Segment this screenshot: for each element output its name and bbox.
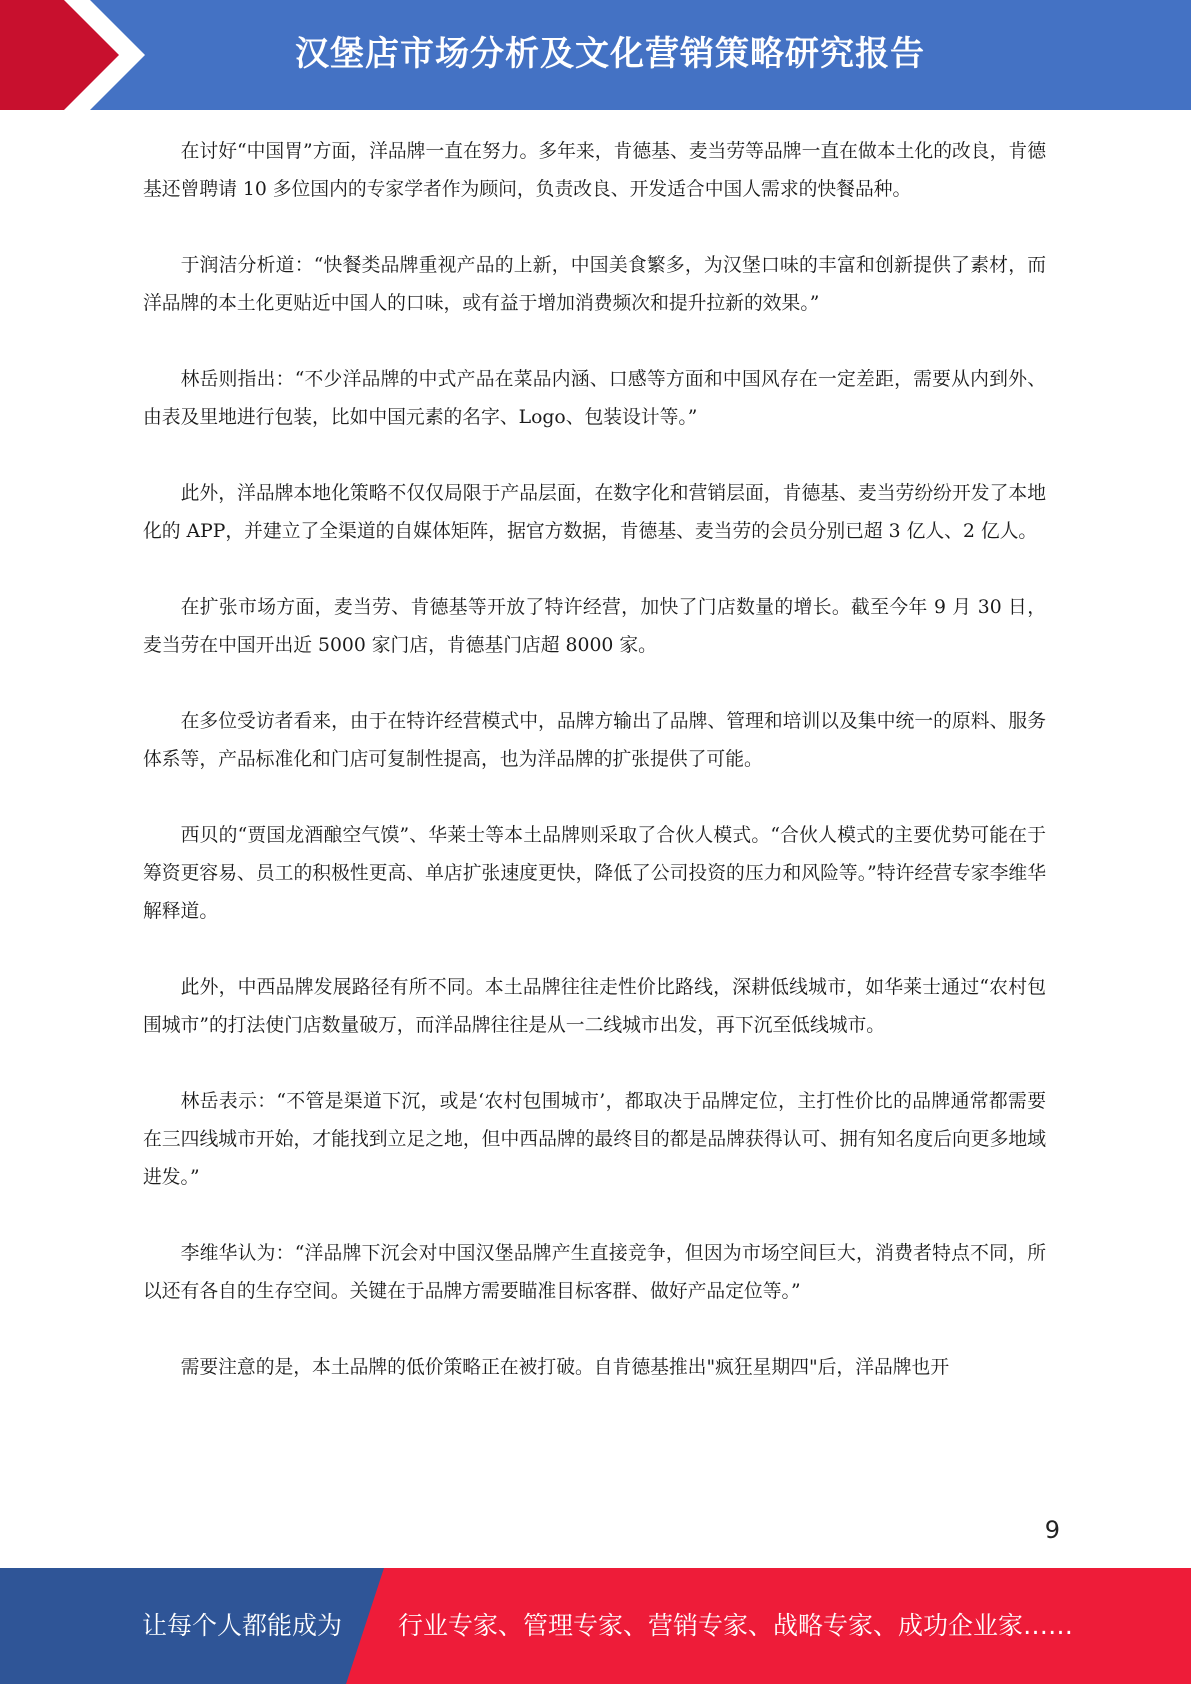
page-header [0, 0, 1191, 110]
report-title: 汉堡店市场分析及文化营销策略研究报告 [295, 34, 925, 74]
body-paragraph: 此外，中西品牌发展路径有所不同。本土品牌往往走性价比路线，深耕低线城市，如华莱士通过“农村包围城市”的打法使门店数量破万，而洋品牌往往是从一二线城市出发，再下沉至低线城市。 [143, 977, 1046, 1036]
body-paragraph: 林岳则指出：“不少洋品牌的中式产品在菜品内涵、口感等方面和中国风存在一定差距，需要从内到外、由表及里地进行包装，比如中国元素的名字、Logo、包装设计等。” [143, 369, 1046, 428]
page-number: 9 [1044, 1516, 1060, 1544]
body-paragraph: 此外，洋品牌本地化策略不仅仅局限于产品层面，在数字化和营销层面，肯德基、麦当劳纷纷开发了本地化的 APP，并建立了全渠道的自媒体矩阵，据官方数据，肯德基、麦当劳的会员分别已超 3 亿人、2 亿人。 [143, 483, 1046, 542]
body-paragraph: 在扩张市场方面，麦当劳、肯德基等开放了特许经营，加快了门店数量的增长。截至今年 9 月 30 日，麦当劳在中国开出近 5000 家门店，肯德基门店超 8000 家。 [143, 597, 1046, 656]
body-paragraph: 在多位受访者看来，由于在特许经营模式中，品牌方输出了品牌、管理和培训以及集中统一的原料、服务体系等，产品标准化和门店可复制性提高，也为洋品牌的扩张提供了可能。 [143, 711, 1046, 770]
body-paragraph: 在讨好“中国胃”方面，洋品牌一直在努力。多年来，肯德基、麦当劳等品牌一直在做本土化的改良，肯德基还曾聘请 10 多位国内的专家学者作为顾问，负责改良、开发适合中国人需求的快餐品种。 [143, 141, 1046, 200]
body-paragraph: 林岳表示：“不管是渠道下沉，或是‘农村包围城市’，都取决于品牌定位，主打性价比的品牌通常都需要在三四线城市开始，才能找到立足之地，但中西品牌的最终目的都是品牌获得认可、拥有知名度后向更多地域进发。” [143, 1091, 1046, 1188]
chevron-right-icon [0, 0, 160, 110]
footer-slogan-left: 让每个人都能成为 [142, 1611, 343, 1640]
footer-slogan-right: 行业专家、管理专家、营销专家、战略专家、成功企业家…… [398, 1611, 1074, 1640]
body-paragraph: 于润洁分析道：“快餐类品牌重视产品的上新，中国美食繁多，为汉堡口味的丰富和创新提供了素材，而洋品牌的本土化更贴近中国人的口味，或有益于增加消费频次和提升拉新的效果。” [143, 255, 1046, 314]
body-paragraph: 李维华认为：“洋品牌下沉会对中国汉堡品牌产生直接竞争，但因为市场空间巨大，消费者特点不同，所以还有各自的生存空间。关键在于品牌方需要瞄准目标客群、做好产品定位等。” [143, 1243, 1046, 1302]
body-paragraph: 需要注意的是，本土品牌的低价策略正在被打破。自肯德基推出"疯狂星期四"后，洋品牌也开 [180, 1357, 950, 1378]
article-body [143, 133, 1046, 1387]
page-footer [0, 1568, 1191, 1684]
body-paragraph: 西贝的“贾国龙酒酿空气馍”、华莱士等本土品牌则采取了合伙人模式。“合伙人模式的主要优势可能在于筹资更容易、员工的积极性更高、单店扩张速度更快，降低了公司投资的压力和风险等。”特许经营专家李维华解释道。 [143, 825, 1046, 922]
